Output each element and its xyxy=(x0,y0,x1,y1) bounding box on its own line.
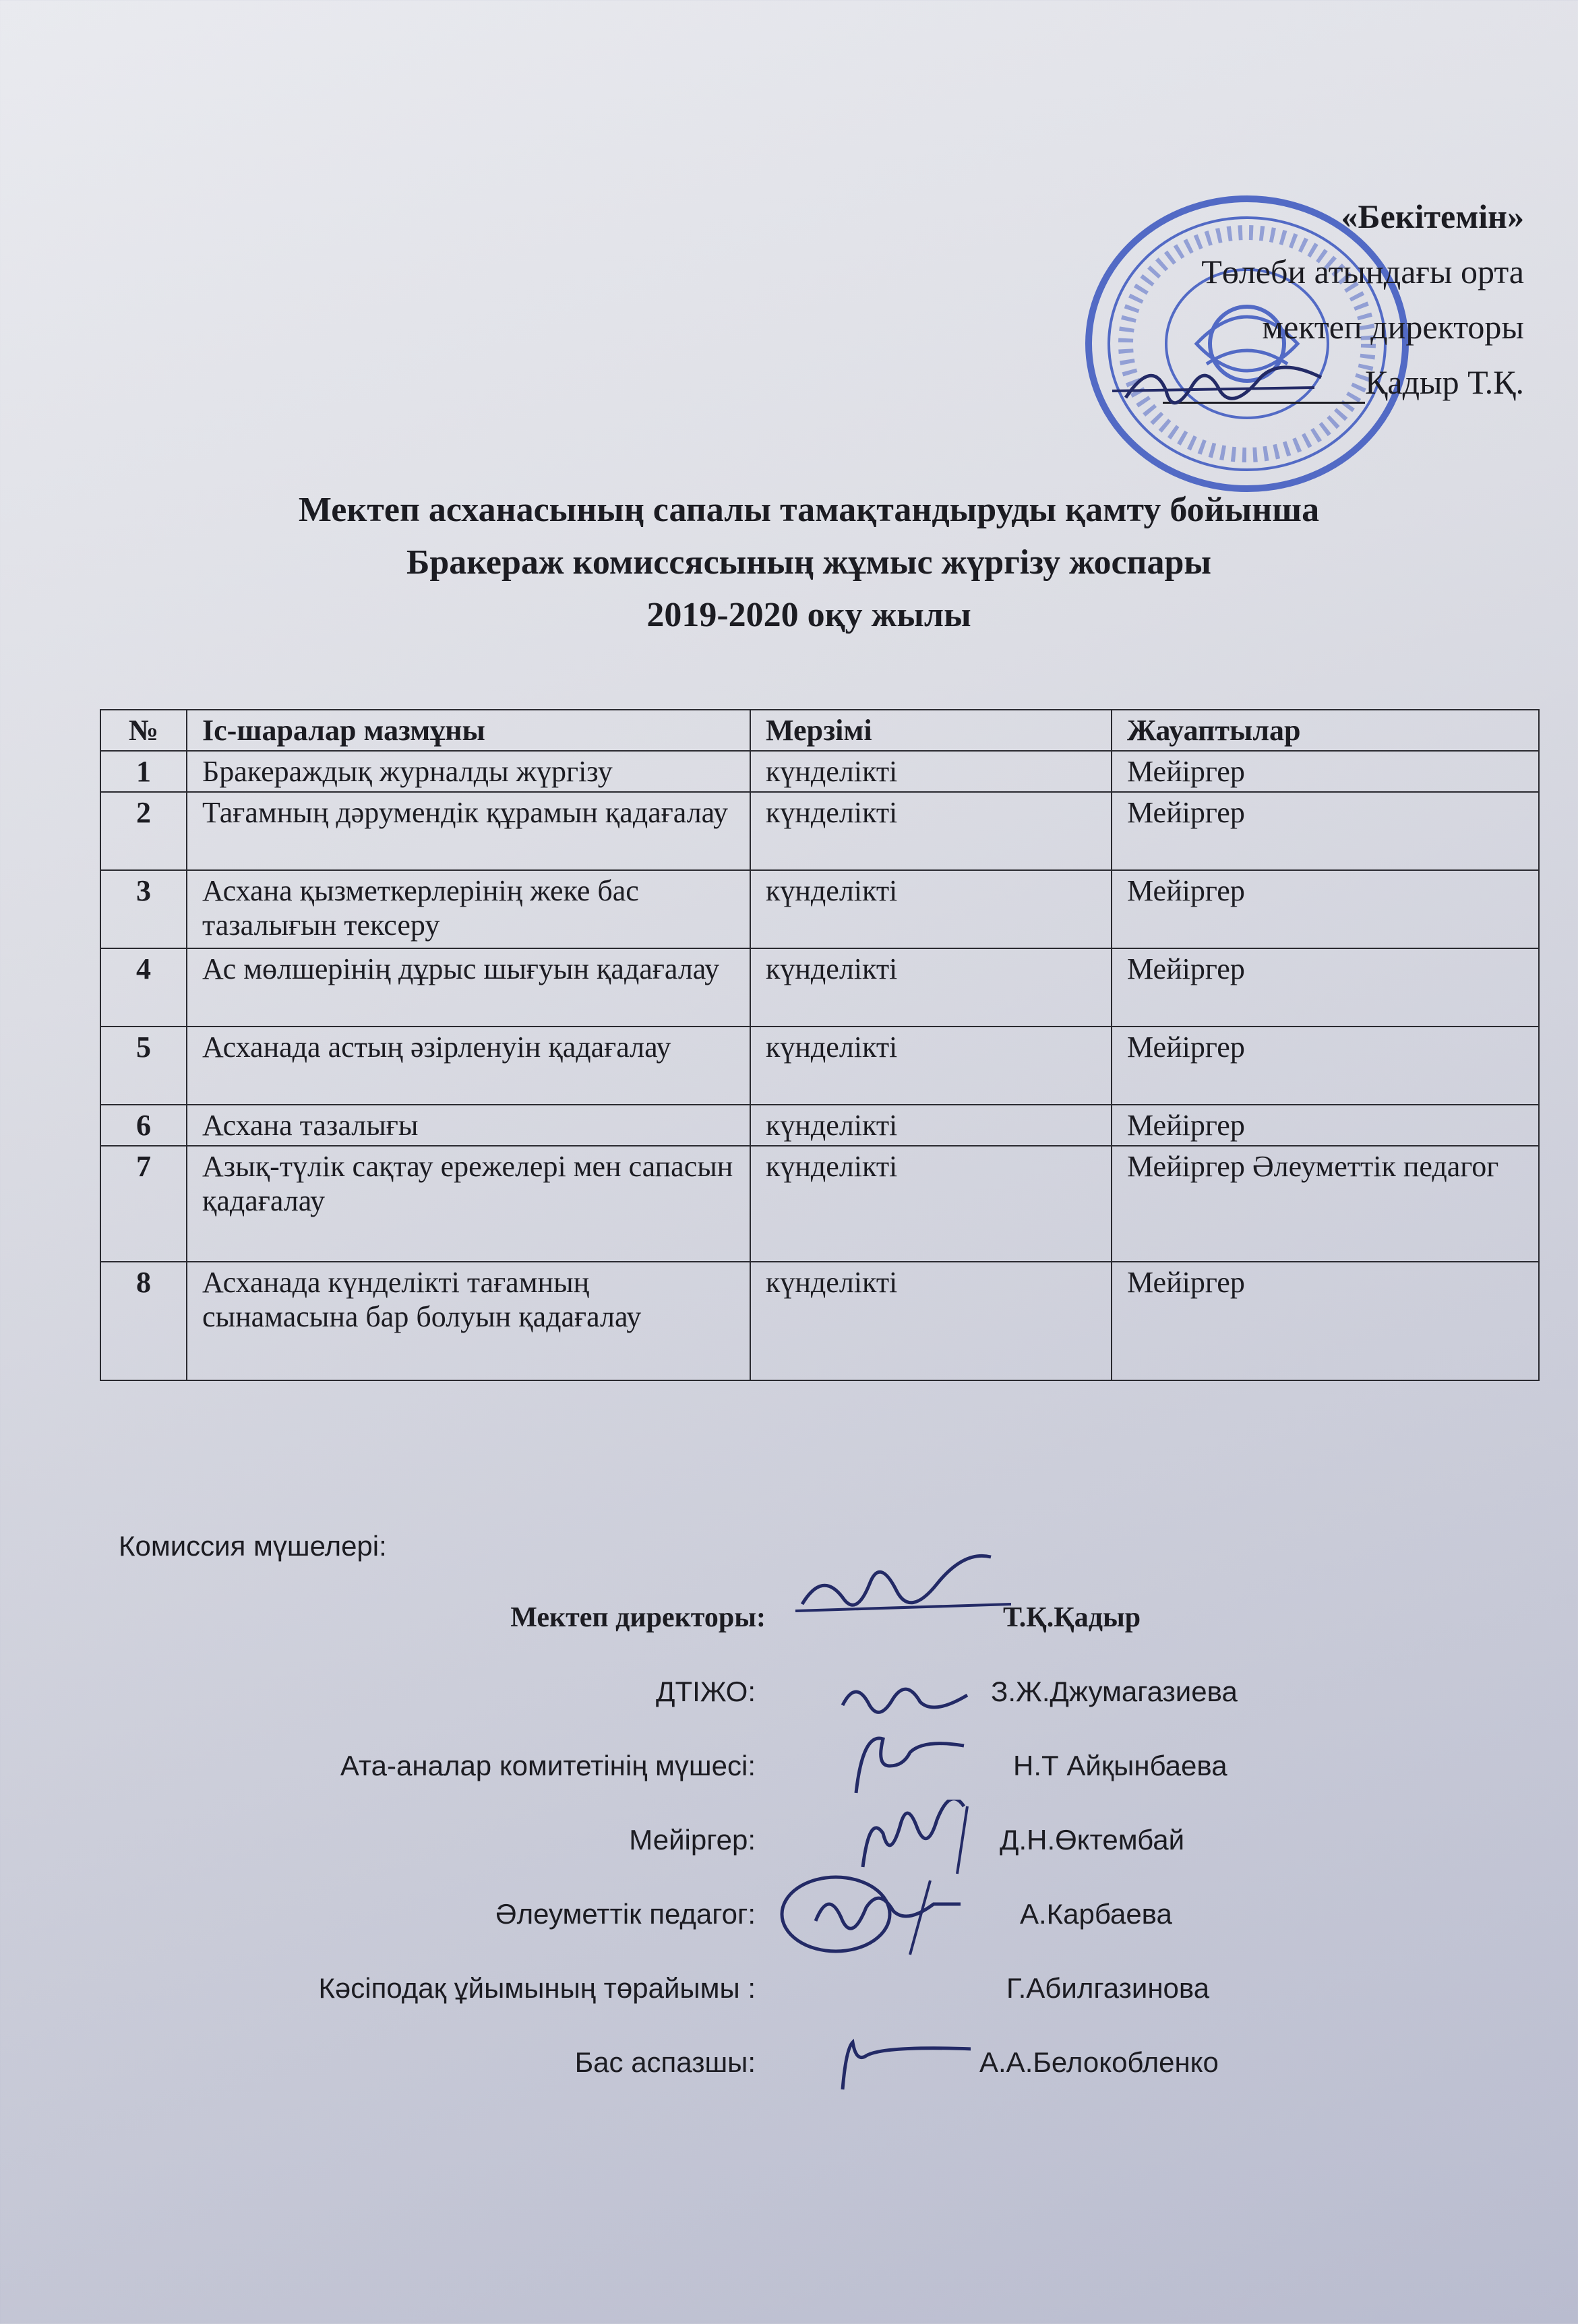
members-heading: Комиссия мүшелері: xyxy=(119,1530,387,1562)
row-activity: Бракераждық журналды жүргізу xyxy=(187,751,750,792)
member-name: Г.Абилгазинова xyxy=(1006,1972,1210,2004)
title-line-3: 2019-2020 оқу жылы xyxy=(646,596,971,634)
table-row xyxy=(100,1146,1539,1262)
row-term: күнделікті xyxy=(750,1146,1112,1262)
row-activity: Асханада күнделікті тағамның сынамасына бар болуын қадағалау xyxy=(187,1262,750,1380)
row-responsible: Мейіргер Әлеуметтік педагог xyxy=(1112,1146,1539,1262)
director-signature-icon xyxy=(1112,350,1328,431)
signature-director-icon xyxy=(795,1550,1011,1645)
signature-parents-icon xyxy=(843,1725,977,1806)
member-label: Кәсіподақ ұйымының төрайымы : xyxy=(318,1972,756,2004)
member-name: Т.Қ.Қадыр xyxy=(1003,1602,1141,1633)
table-row xyxy=(100,792,1539,870)
member-name: З.Ж.Джумагазиева xyxy=(991,1676,1238,1707)
table-row xyxy=(100,948,1539,1027)
member-name: А.Карбаева xyxy=(1020,1898,1172,1930)
signature-dtizho-icon xyxy=(836,1665,971,1725)
approval-title: «Бекітемін» xyxy=(1341,197,1524,235)
row-term: күнделікті xyxy=(750,792,1112,870)
approval-signer: Қадыр Т.Қ. xyxy=(1365,363,1524,401)
row-number: 3 xyxy=(100,870,187,948)
header-term: Мерзімі xyxy=(750,710,1112,751)
approval-line-2: мектеп директоры xyxy=(1262,308,1524,346)
table-row xyxy=(100,1027,1539,1105)
member-name: А.А.Белокобленко xyxy=(979,2046,1219,2078)
member-name: Д.Н.Өктембай xyxy=(1000,1824,1185,1856)
table-row xyxy=(100,1105,1539,1146)
row-term: күнделікті xyxy=(750,751,1112,792)
member-label: ДТІЖО: xyxy=(656,1676,756,1707)
title-line-1: Мектеп асханасының сапалы тамақтандыруды қамту бойынша xyxy=(298,491,1320,529)
row-responsible: Мейіргер xyxy=(1112,792,1539,870)
document-title xyxy=(0,484,1578,642)
header-activity: Іс-шаралар мазмұны xyxy=(187,710,750,751)
member-label: Әлеуметтік педагог: xyxy=(495,1898,756,1930)
member-label: Бас аспазшы: xyxy=(574,2046,756,2078)
signature-social-icon xyxy=(775,1860,991,1968)
row-number: 1 xyxy=(100,751,187,792)
approval-line-1: Төлеби атындағы орта xyxy=(1201,253,1524,290)
member-label: Мектеп директоры: xyxy=(510,1602,766,1633)
row-activity: Азық-түлік сақтау ережелері мен сапасын қадағалау xyxy=(187,1146,750,1262)
row-number: 2 xyxy=(100,792,187,870)
row-activity: Асхана қызметкерлерінің жеке бас тазалығын тексеру xyxy=(187,870,750,948)
header-responsible: Жауаптылар xyxy=(1112,710,1539,751)
row-term: күнделікті xyxy=(750,870,1112,948)
row-term: күнделікті xyxy=(750,1105,1112,1146)
row-number: 7 xyxy=(100,1146,187,1262)
table-row xyxy=(100,870,1539,948)
row-responsible: Мейіргер xyxy=(1112,870,1539,948)
row-responsible: Мейіргер xyxy=(1112,1262,1539,1380)
table-row xyxy=(100,1262,1539,1380)
row-number: 5 xyxy=(100,1027,187,1105)
table-row xyxy=(100,751,1539,792)
row-term: күнделікті xyxy=(750,1262,1112,1380)
row-number: 4 xyxy=(100,948,187,1027)
row-term: күнделікті xyxy=(750,948,1112,1027)
row-term: күнделікті xyxy=(750,1027,1112,1105)
signature-chef-icon xyxy=(829,2022,971,2096)
row-activity: Асханада астың әзірленуін қадағалау xyxy=(187,1027,750,1105)
header-number: № xyxy=(100,710,187,751)
row-responsible: Мейіргер xyxy=(1112,948,1539,1027)
title-line-2: Бракераж комиссясының жұмыс жүргізу жоспары xyxy=(406,543,1212,582)
row-responsible: Мейіргер xyxy=(1112,751,1539,792)
table-header-row xyxy=(100,710,1539,751)
row-responsible: Мейіргер xyxy=(1112,1105,1539,1146)
member-label: Ата-аналар комитетінің мүшесі: xyxy=(340,1750,756,1781)
plan-table xyxy=(100,709,1540,1381)
member-name: Н.Т Айқынбаева xyxy=(1013,1750,1227,1781)
row-activity: Тағамның дәрумендік құрамын қадағалау xyxy=(187,792,750,870)
row-activity: Асхана тазалығы xyxy=(187,1105,750,1146)
row-responsible: Мейіргер xyxy=(1112,1027,1539,1105)
row-number: 6 xyxy=(100,1105,187,1146)
member-label: Мейіргер: xyxy=(629,1824,756,1856)
row-number: 8 xyxy=(100,1262,187,1380)
row-activity: Ас мөлшерінің дұрыс шығуын қадағалау xyxy=(187,948,750,1027)
